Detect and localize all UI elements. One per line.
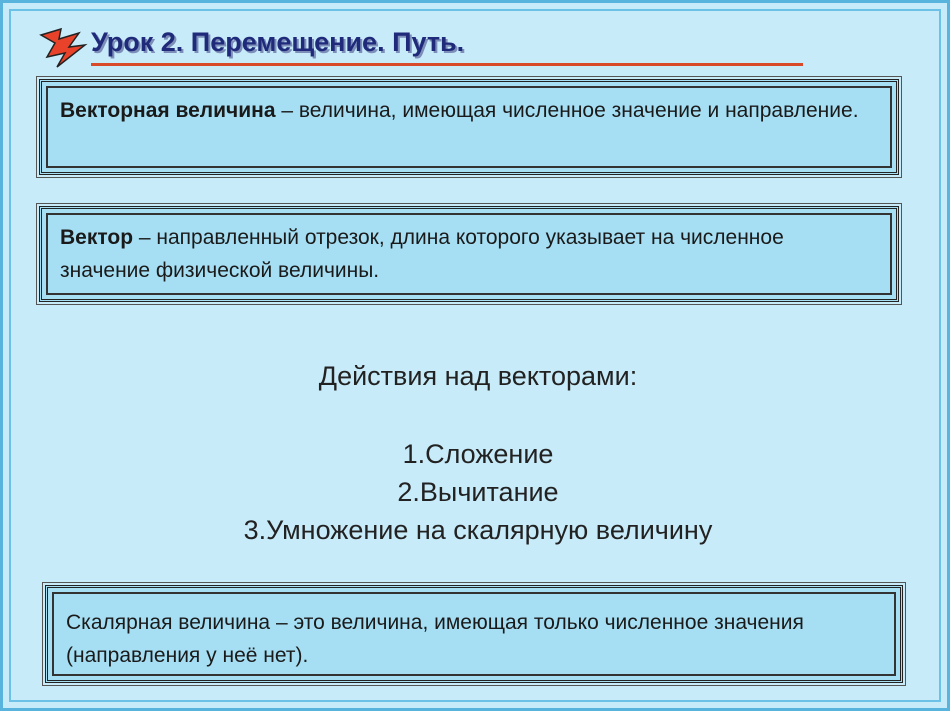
- definition-term: Вектор: [60, 226, 134, 249]
- definition-text: [52, 215, 886, 287]
- operation-item: 3.Умножение на скалярную величину: [243, 515, 713, 545]
- definition-body: – направленный отрезок, длина которого указывает на численное значение физической величины.: [60, 226, 784, 282]
- page-title: Урок 2. Перемещение. Путь.: [91, 27, 465, 57]
- scalar-note-box: [45, 585, 903, 683]
- lightning-bolt-icon: [39, 25, 89, 69]
- definition-box-vector-quantity: [39, 79, 899, 175]
- operations-list: [3, 435, 950, 549]
- definition-text: [52, 88, 886, 127]
- operation-item: 2.Вычитание: [397, 477, 559, 507]
- definition-box-vector: [39, 206, 899, 302]
- scalar-note-text: Скалярная величина – это величина, имеющая только численное значения (направления у неё нет).: [66, 611, 804, 667]
- definition-body: – величина, имеющая численное значение и направление.: [275, 99, 859, 122]
- operation-item: 1.Сложение: [402, 439, 554, 469]
- definition-term: Векторная величина: [60, 99, 276, 122]
- operations-heading: Действия над векторами:: [318, 361, 638, 391]
- title-underline: [91, 63, 803, 66]
